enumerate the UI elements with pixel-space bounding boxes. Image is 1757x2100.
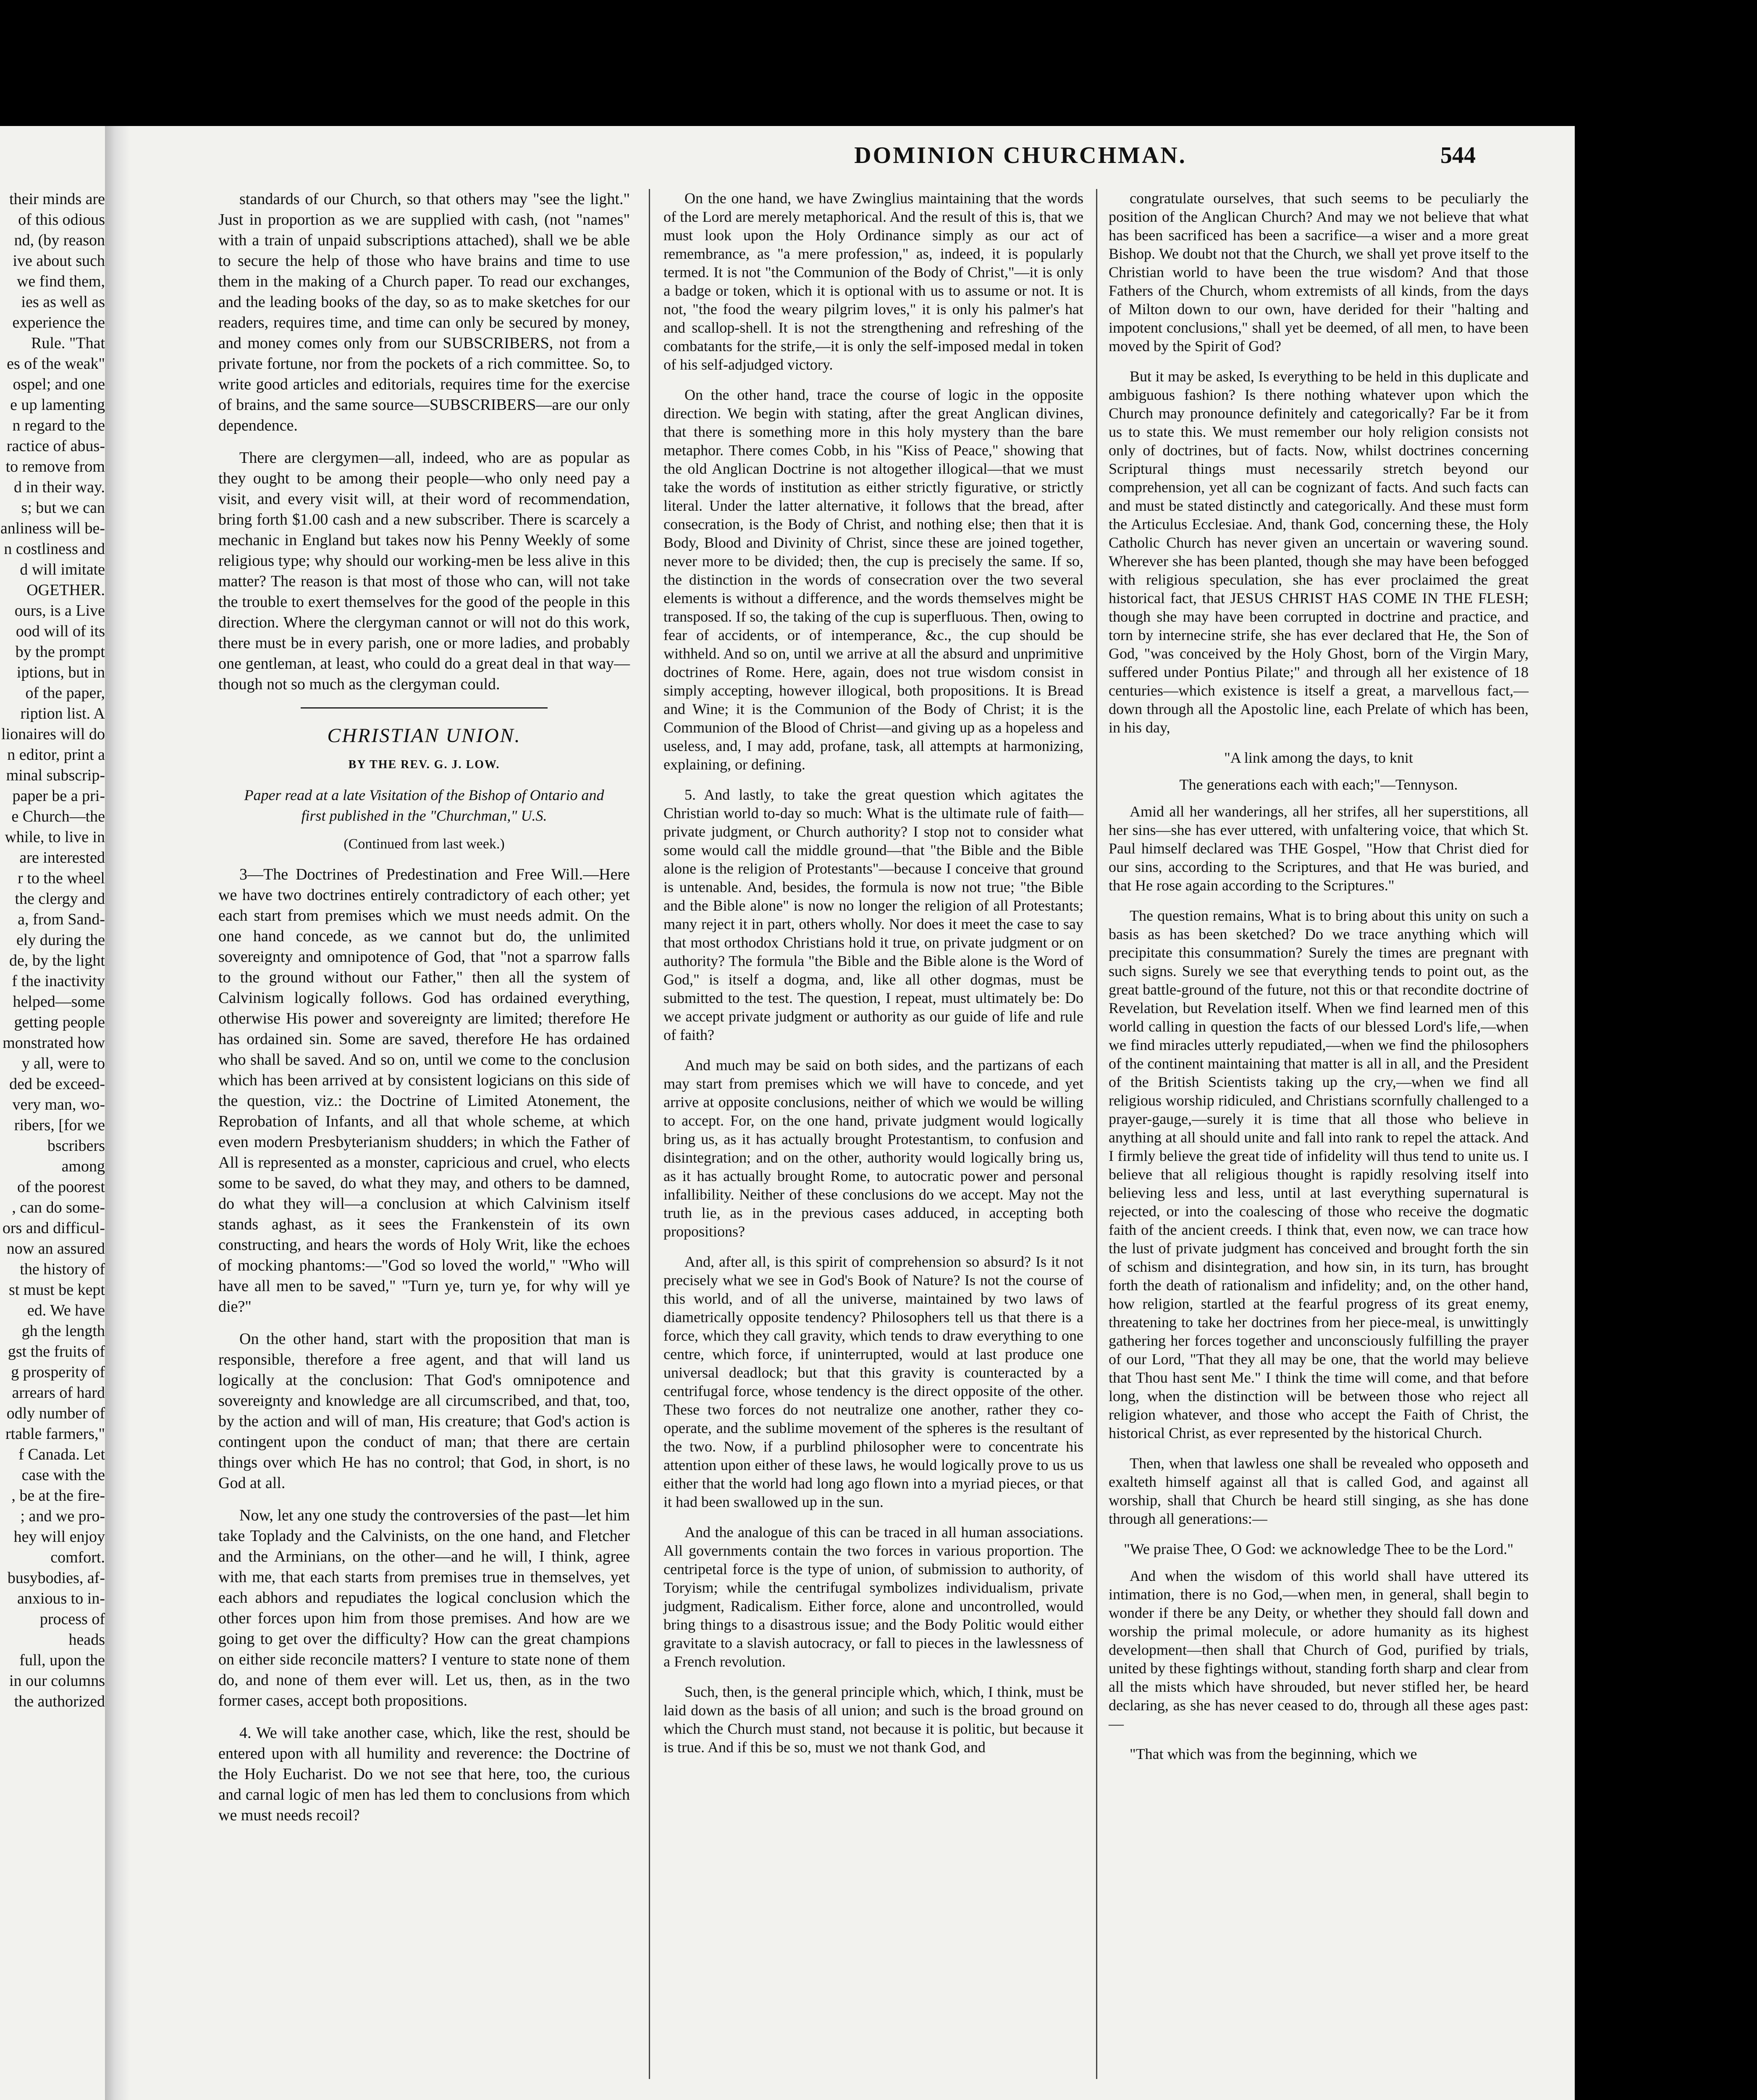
fragment-line: y all, were to	[21, 1055, 105, 1072]
fragment-line: lionaires will do	[1, 725, 105, 743]
paragraph: On the other hand, start with the proposition that man is responsible, therefore a free agent, and that will land us logically at the conclusion: That God's omnipotence and sovereignty and knowledge are all circumscribed, and that, too, by the action and will of man, His creature; that God's action is contingent upon the conduct of man; that there are certain things over which He has no control; that God, in short, is no God at all.	[218, 1330, 630, 1492]
fragment-line: ors and difficul-	[2, 1219, 105, 1237]
fragment-line: hey will enjoy	[13, 1528, 105, 1546]
fragment-line: busybodies, af-	[7, 1569, 105, 1587]
fragment-line: r to the wheel	[18, 869, 105, 887]
fragment-line: ely during the	[16, 931, 105, 949]
fragment-line: gst the fruits of	[8, 1343, 105, 1360]
paragraph: "That which was from the beginning, which we	[1130, 1746, 1417, 1762]
paragraph: 3—The Doctrines of Predestination and Free Will.—Here we have two doctrines entirely contradictory of each other; yet each start from premises which we must needs admit. On the one hand concede, as we cannot but do, the unlimited sovereignty and omnipotence of God, that "not a sparrow falls to the ground without our Father," then all the system of Calvinism logically follows. God has ordained everything, otherwise His power and sovereignty are limited; therefore He has ordained sin. Some are saved, therefore He has ordained who shall be saved. And so on, until we come to the conclusion which has been arrived at by consistent logicians on this side of the question, viz.: the Doctrine of Limited Atonement, the Reprobation of Infants, and all that whole scheme, at which even modern Presbyterianism shudders; in which the Father of All is represented as a monster, capricious and cruel, who elects some to be saved, do what they may, and others to be damned, do what they will—a conclusion at which Calvinism itself stands aghast, as it sees the Frankenstein of its own constructing, and hears the words of Holy Writ, like the echoes of mocking phantoms:—"God so loved the world," "Who will have all men to be saved," "Turn ye, turn ye, for why will ye die?"	[218, 866, 630, 1315]
fragment-line: minal subscrip-	[6, 766, 105, 784]
paragraph: And much may be said on both sides, and the partizans of each may start from premises which we will have to concede, and yet arrive at opposite conclusions, neither of which we would be willing to accept. For, on the one hand, private judgment would logically bring us, as it has actually brought Protestantism, to confusion and disintegration; and on the other, authority would logically bring us, as it has actually brought Rome, to autocratic power and personal infallibility. Neither of these conclusions do we accept. May not the truth lie, as in the previous cases adduced, in accepting both propositions?	[663, 1057, 1083, 1240]
fragment-line: nd, (by reason	[14, 231, 105, 249]
paragraph: 4. We will take another case, which, like the rest, should be entered upon with all humility and reverence: the Doctrine of the Holy Eucharist. Do we not see that here, too, the curious and carnal logic of men has led them to conclusions from which we must needs recoil?	[218, 1724, 630, 1824]
fragment-line: d will imitate	[20, 561, 105, 578]
newspaper-page	[0, 126, 1575, 2100]
column-divider	[649, 189, 650, 2079]
section-rule	[301, 707, 548, 709]
fragment-line: full, upon the	[19, 1651, 105, 1669]
article-intro: Paper read at a late Visitation of the Bishop of Ontario and first published in the "Churchman," U.S.	[244, 787, 604, 824]
fragment-line: ription list. A	[20, 705, 105, 722]
fragment-line: of the poorest	[17, 1178, 105, 1196]
fragment-line: OGETHER.	[26, 581, 105, 599]
paragraph: 5. And lastly, to take the great question which agitates the Christian world to-day so much: What is the ultimate rule of faith—private judgment, or Church authority? I stop not to consider what some would call the middle ground—that "the Bible and the Bible alone is the religion of Protestants"—because I conceive that ground is untenable. And, besides, the formula is now not true; "the Bible and the Bible alone" is now no longer the religion of all Protestants; many reject it in part, others wholly. Nor does it meet the case to say that most orthodox Christians hold it true, on private judgment or on authority? The formula "the Bible and the Bible alone is the Word of God," is itself a dogma, and, like all other dogmas, must be submitted to the test. The question, I repeat, must ultimately be: Do we accept private judgment or authority as our guide of life and rule of faith?	[663, 786, 1083, 1043]
fragment-line: ive about such	[13, 252, 105, 270]
fragment-line: d in their way.	[13, 478, 105, 496]
fragment-line: comfort.	[50, 1549, 105, 1566]
fragment-line: monstrated how	[3, 1034, 105, 1052]
left-page-fragment	[0, 189, 105, 1712]
fragment-line: n editor, print a	[7, 746, 105, 764]
paragraph: Then, when that lawless one shall be revealed who opposeth and exalteth himself against all that is called God, and against all worship, shall that Church be heard still singing, as she has done through all generations:—	[1109, 1455, 1529, 1527]
fragment-line: ours, is a Live	[14, 602, 105, 620]
fragment-line: helped—some	[13, 993, 105, 1011]
fragment-line: ospel; and one	[13, 375, 105, 393]
fragment-line: bscribers among	[47, 1137, 105, 1175]
fragment-line: paper be a pri-	[12, 787, 105, 805]
fragment-line: e up lamenting	[10, 396, 105, 414]
fragment-line: in our columns	[9, 1672, 105, 1690]
fragment-line: ractice of abus-	[6, 437, 105, 455]
paragraph: And, after all, is this spirit of comprehension so absurd? Is it not precisely what we see in God's Book of Nature? Is not the course of this world, and of all the universe, maintained by two laws of diametrically opposite tendency? Philosophers tell us that there is a force, which they call gravity, which tends to draw everything to one centre, which force, if uninterrupted, would at last produce one universal deadlock; but that this gravity is counteracted by a centrifugal force, whose tendency is the direct opposite of the other. These two forces do not neutralize one another, rather they co-operate, and the sublime movement of the spheres is the resultant of the two. Now, if a purblind philosopher were to concentrate his attention upon either of these laws, he would logically prove to us us either that the world had long ago flown into a myriad pieces, or that it had been swallowed up in the sun.	[663, 1253, 1083, 1510]
fragment-line: the authorized	[14, 1693, 105, 1710]
fragment-line: to remove from	[5, 458, 105, 475]
paragraph: Now, let any one study the controversies of the past—let him take Toplady and the Calvinists, on the one hand, and Fletcher and the Arminians, on the other—and he will, I think, agree with me, that each starts from premises true in themselves, yet each abhors and repudiates the logical conclusion which the other forces upon him from those premises. And how are we going to get over the difficulty? How can the great champions on either side reconcile matters? I venture to state none of them do, and none of them ever will. Let us, then, as in the two former cases, accept both propositions.	[218, 1507, 630, 1709]
paragraph: On the one hand, we have Zwinglius maintaining that the words of the Lord are merely metaphorical. And the result of this is, that we must look upon the Holy Ordinance simply as our act of remembrance, as "a mere profession," as, indeed, it is popularly termed. It is not "the Communion of the Body of Christ,"—it is only a badge or token, which it is optional with us to assume or not. It is not, "the food the weary pilgrim loves," it is only his palmer's hat and scallop-shell. It is not the strengthening and refreshing of the combatants for the strife,—it is only the self-imposed medal in token of his self-adjudged victory.	[663, 190, 1083, 373]
column-3	[1109, 189, 1529, 1775]
paragraph: Such, then, is the general principle which, which, I think, must be laid down as the basis of all union; and such is the broad ground on which the Church must stand, not because it is politic, but because it is true. And if this be so, must we not thank God, and	[663, 1683, 1083, 1756]
page-header-title: DOMINION CHURCHMAN.	[854, 142, 1187, 168]
continued-note: (Continued from last week.)	[344, 836, 505, 852]
paragraph: congratulate ourselves, that such seems to be peculiarly the position of the Anglican Church? And may we not believe that what has been sacrificed has been a sacrifice—a wiser and a more great Bishop. We doubt not that the Church, we shall yet prove itself to the Christian world to have been the true wisdom? And that those Fathers of the Church, whom extremists of all kinds, from the days of Milton down to our own, have derided for their "halting and impotent conclusions," shall yet be deemed, of all men, to have been moved by the Spirit of God?	[1109, 190, 1529, 354]
paragraph: But it may be asked, Is everything to be held in this duplicate and ambiguous fashion? Is there nothing whatever upon which the Church may pronounce definitely and categorically? Far be it from us to state this. We must remember our holy religion consists not only of doctrines, but of facts. Now, whilst doctrines concerning Scriptural things must necessarily stretch beyond our comprehension, yet all can be cognizant of facts. And such facts can and must be stated distinctly and categorically. And these must form the Articulus Ecclesiae. And, thank God, concerning these, the Holy Catholic Church has never given an uncertain or wavering sound. Wherever she has been planted, though she may have been befogged with religious speculation, she has ever proclaimed the great historical fact, that JESUS CHRIST HAS COME IN THE FLESH; though she may have been corrupted in doctrine and practice, and torn by internecine strife, she has ever declared that He, the Son of God, "was conceived by the Holy Ghost, born of the Virgin Mary, suffered under Pontius Pilate;" and through all her existence of 18 centuries—which existence is itself a great, a marvellous fact,—down through all the Apostolic line, each Prelate of which has been, in his day,	[1109, 368, 1529, 736]
fragment-line: odly number of	[6, 1404, 105, 1422]
verse-line: The generations each with each;"—Tennyson.	[1179, 776, 1458, 793]
paragraph: There are clergymen—all, indeed, who are as popular as they ought to be among their people—who only need pay a visit, and every visit will, at their word of recommendation, bring forth $1.00 cash and a new subscriber. There is scarcely a mechanic in England but takes now his Penny Weekly of some religious type; why should our working-men be less alive in this matter? The reason is that most of those who can, will not take the trouble to exert themselves for the good of the people in this direction. Where the clergyman cannot or will not do this work, there must be in every parish, one or more ladies, and probably one gentleman, at least, who could do a great deal in that way—though not so much as the clergyman could.	[218, 449, 630, 693]
fragment-line: f Canada. Let	[18, 1446, 105, 1463]
fragment-line: ed. We have	[27, 1302, 105, 1319]
fragment-line: by the prompt	[15, 643, 105, 661]
fragment-line: es of the weak"	[7, 355, 105, 373]
column-2	[663, 189, 1083, 1768]
fragment-line: their minds are	[9, 190, 105, 208]
fragment-line: Rule. "That	[31, 334, 105, 352]
fragment-line: now an assured	[6, 1240, 105, 1257]
fragment-line: n costliness and	[4, 540, 105, 558]
paragraph: Amid all her wanderings, all her strifes, all her superstitions, all her sins—she has ever uttered, with unfaltering voice, that which St. Paul himself declared was THE Gospel, "How that Christ died for our sins, according to the Scriptures, and that He was buried, and that He rose again according to the Scriptures."	[1109, 803, 1529, 894]
paragraph: And the analogue of this can be traced in all human associations. All governments contain the two forces in various proportion. The centripetal force is the type of union, of submission to authority, of Toryism; while the centrifugal symbolizes individualism, private judgment, Radicalism. Either force, alone and uncontrolled, would bring things to a disastrous issue; and the Body Politic would either gravitate to a slavish autocracy, or fall to pieces in the lawlessness of a French revolution.	[663, 1524, 1083, 1670]
fragment-line: n regard to the	[12, 417, 105, 434]
verse-line: "We praise Thee, O God: we acknowledge Thee to be the Lord."	[1124, 1541, 1513, 1557]
fragment-line: of the paper,	[25, 684, 105, 702]
fragment-line: getting people	[14, 1013, 105, 1031]
fragment-line: iptions, but in	[16, 664, 105, 681]
fragment-line: gh the length	[21, 1322, 105, 1340]
fragment-line: ; and we pro-	[20, 1507, 105, 1525]
fragment-line: anliness will be-	[0, 520, 105, 537]
fragment-line: ribers, [for we	[14, 1116, 105, 1134]
fragment-line: rtable farmers,"	[5, 1425, 105, 1443]
column-divider	[1096, 189, 1097, 2079]
fragment-line: process of heads	[39, 1610, 105, 1648]
page-gutter	[105, 126, 130, 2100]
fragment-line: case with the	[21, 1466, 105, 1484]
fragment-line: , be at the fire-	[11, 1487, 105, 1504]
fragment-line: of this odious	[18, 211, 105, 228]
fragment-line: s; but we can	[21, 499, 105, 517]
fragment-line: ood will of its	[16, 622, 105, 640]
fragment-line: de, by the light	[9, 952, 105, 969]
fragment-line: , can do some-	[12, 1199, 105, 1216]
fragment-line: very man, wo-	[12, 1096, 105, 1113]
fragment-line: experience the	[12, 314, 105, 331]
article-title: CHRISTIAN UNION.	[327, 724, 521, 747]
fragment-line: arrears of hard	[12, 1384, 105, 1402]
fragment-line: ded be exceed-	[9, 1075, 105, 1093]
fragment-line: st must be kept	[8, 1281, 105, 1299]
paragraph: And when the wisdom of this world shall have uttered its intimation, there is no God,—when men, in general, shall begin to wonder if there be any Deity, or whether they should fall down and worship the primal molecule, or adore humanity as its highest development—then shall that Church of God, purified by trials, united by these fightings without, standing forth sharp and clear from all the mists which have shrouded, but never stifled her, be heard declaring, as she has never ceased to do, through all these ages past:—	[1109, 1567, 1529, 1732]
fragment-line: the history of	[20, 1260, 105, 1278]
fragment-line: are interested	[19, 849, 105, 866]
article-byline: BY THE REV. G. J. LOW.	[348, 758, 500, 771]
fragment-line: the clergy and	[15, 890, 105, 908]
paragraph: On the other hand, trace the course of logic in the opposite direction. We begin with stating, after the great Anglican divines, that there is something more in this holy mystery than the bare metaphor. There comes Cobb, in his "Kiss of Peace," showing that the old Anglican Doctrine is not altogether illogical—that we must take the words of institution as either strictly figurative, or strictly literal. Under the latter alternative, it follows that the bread, after consecration, is the Body of Christ, and nothing else; then that it is Body, Blood and Divinity of Christ, since these are joined together, never more to be divided; then, the cup is precisely the same. If so, the distinction in the words of consecration over the two several elements is without a difference, and the words themselves might be transposed. If so, the taking of the cup is superfluous. Then, owing to fear of accidents, or of intemperance, &c., the cup should be withheld. And so on, until we arrive at all the absurd and unprimitive doctrines of Rome. Here, again, does not true wisdom consist in simply accepting, however illogical, both propositions. It is Bread and Wine; it is the Communion of the Body of Christ; it is the Communion of the Blood of Christ—and giving up as a hopeless and useless, and, I may add, profane, task, all attempts at harmonizing, explaining, or defining.	[663, 386, 1083, 773]
paragraph: The question remains, What is to bring about this unity on such a basis as has been sketched? Do we trace anything which will precipitate this consummation? Surely the times are pregnant with such signs. Surely we see that everything tends to point out, as the great battle-ground of the future, not this or that recondite doctrine of Revelation, but Revelation itself. When we find learned men of this world calling in question the facts of our blessed Lord's life,—when we find miracles utterly repudiated,—when we find the philosophers of the continent maintaining that matter is all in all, and the President of the British Scientists taking up the cry,—when we find all religious worship ridiculed, and Christians scornfully challenged to a prayer-gauge,—surely it is time that all those who believe in anything at all should unite and fall into rank to repel the attack. And I firmly believe the great tide of infidelity will thus tend to unite us. I believe that all religious thought is rapidly resolving itself into believing less and less, until at last everything supernatural is rejected, or into the coalescing of those who receive the dogmatic faith of the ancient creeds. I think that, even now, we can trace how the lust of private judgment has conceived and brought forth the sin of schism and disintegration, and how sin, in its turn, has brought forth the death of rationalism and infidelity; and, on the other hand, how religion, startled at the fearful progress of its great enemy, threatening to take her doctrines from her piece-meal, is unwittingly gathering her forces together and unconsciously fulfilling the prayer of our Lord, "That they all may be one, that the world may believe that Thou hast sent Me." I think the time will come, and that before long, when the distinction will be between those who reject all religion whatever, and those who accept the Faith of Christ, the historical Christ, as ever represented by the historical Church.	[1109, 907, 1529, 1441]
fragment-line: anxious to in-	[17, 1590, 105, 1607]
fragment-line: f the inactivity	[12, 972, 105, 990]
fragment-line: ies as well as	[21, 293, 105, 311]
fragment-line: g prosperity of	[11, 1363, 105, 1381]
column-1	[218, 189, 630, 1838]
verse-line: "A link among the days, to knit	[1224, 749, 1413, 766]
fragment-line: e Church—the	[11, 808, 105, 825]
fragment-line: while, to live in	[5, 828, 105, 846]
fragment-line: we find them,	[16, 273, 105, 290]
paragraph: standards of our Church, so that others may "see the light." Just in proportion as we are supplied with cash, (not "names" with a train of unpaid subscriptions attached), shall we be able to secure the help of those who have brains and time to use them in the making of a Church paper. To read our exchanges, and the leading books of the day, so as to make sketches for our readers, requires time, and time can only be secured by money, and money comes only from our SUBSCRIBERS, not from a private fortune, nor from the pockets of a rich committee. So, to write good articles and editorials, requires time for the exercise of brains, and the same source—SUBSCRIBERS—are our only dependence.	[218, 190, 630, 434]
page-number: 544	[1440, 142, 1476, 168]
fragment-line: a, from Sand-	[18, 911, 105, 928]
